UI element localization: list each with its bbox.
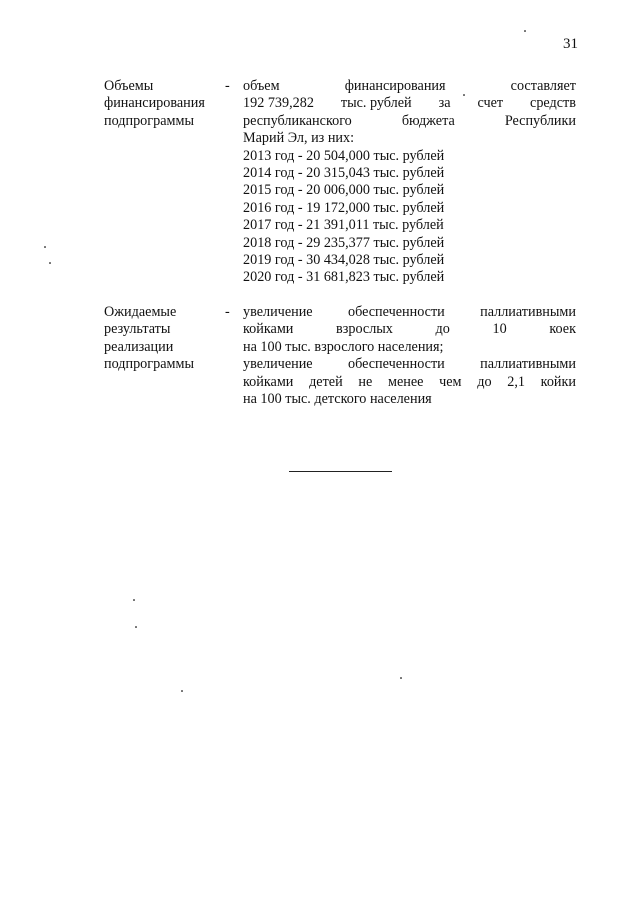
financing-label bbox=[104, 78, 224, 130]
word: паллиативными bbox=[480, 304, 576, 320]
scan-speck bbox=[49, 262, 51, 264]
word: взрослых bbox=[336, 321, 393, 338]
word: 192 739,282 bbox=[243, 95, 314, 112]
word: до bbox=[435, 321, 450, 338]
word: за bbox=[438, 95, 451, 112]
word: финансирования bbox=[344, 78, 446, 94]
year-line: 2018 год - 29 235,377 тыс. рублей bbox=[243, 234, 445, 251]
word: 2,1 bbox=[507, 373, 525, 390]
text-line: на 100 тыс. взрослого населения; bbox=[243, 338, 444, 355]
label-line: подпрограммы bbox=[104, 356, 194, 373]
word: счет bbox=[477, 95, 504, 112]
word: бюджета bbox=[401, 112, 455, 129]
word: менее bbox=[387, 373, 424, 390]
word: 10 bbox=[492, 321, 507, 338]
word: чем bbox=[439, 373, 462, 390]
scan-speck bbox=[44, 246, 46, 248]
scan-speck bbox=[133, 599, 135, 601]
page-number: 31 bbox=[563, 36, 578, 52]
label-line: реализации bbox=[104, 338, 174, 355]
word: средств bbox=[530, 95, 576, 112]
end-separator-line bbox=[289, 471, 392, 472]
year-line: 2013 год - 20 504,000 тыс. рублей bbox=[243, 147, 445, 164]
text-line: Марий Эл, из них: bbox=[243, 130, 355, 147]
word: увеличение bbox=[243, 356, 313, 373]
dash-separator: - bbox=[225, 78, 230, 94]
label-line: Ожидаемые bbox=[104, 304, 177, 320]
word: койками bbox=[243, 321, 294, 338]
text-line bbox=[243, 304, 576, 321]
year-line: 2014 год - 20 315,043 тыс. рублей bbox=[243, 165, 445, 182]
dash-separator: - bbox=[225, 304, 230, 320]
text-line: на 100 тыс. детского населения bbox=[243, 391, 432, 408]
label-line: результаты bbox=[104, 321, 171, 338]
word: увеличение bbox=[243, 304, 313, 320]
word: коек bbox=[549, 321, 576, 338]
text-line bbox=[243, 95, 576, 112]
year-line: 2017 год - 21 391,011 тыс. рублей bbox=[243, 217, 444, 234]
scan-speck bbox=[524, 30, 526, 32]
scan-speck bbox=[135, 626, 137, 628]
text-line bbox=[243, 321, 576, 338]
word: обеспеченности bbox=[347, 304, 445, 320]
label-line: финансирования bbox=[104, 95, 205, 112]
word: паллиативными bbox=[480, 356, 576, 373]
scan-speck bbox=[400, 677, 402, 679]
year-line: 2019 год - 30 434,028 тыс. рублей bbox=[243, 252, 445, 269]
word: обеспеченности bbox=[347, 356, 445, 373]
label-line: Объемы bbox=[104, 78, 154, 94]
year-line: 2016 год - 19 172,000 тыс. рублей bbox=[243, 199, 445, 216]
word: Республики bbox=[504, 112, 576, 129]
word: не bbox=[358, 373, 373, 390]
scan-speck bbox=[181, 690, 183, 692]
word: составляет bbox=[510, 78, 576, 94]
results-label bbox=[104, 304, 224, 374]
text-line bbox=[243, 113, 576, 130]
word: до bbox=[477, 373, 492, 390]
word: койки bbox=[540, 373, 576, 390]
financing-content bbox=[243, 78, 576, 287]
text-line bbox=[243, 78, 576, 95]
word: койками bbox=[243, 373, 294, 390]
year-line: 2020 год - 31 681,823 тыс. рублей bbox=[243, 269, 445, 286]
label-line: подпрограммы bbox=[104, 112, 194, 129]
scan-speck bbox=[463, 94, 465, 96]
results-content bbox=[243, 304, 576, 408]
word: детей bbox=[309, 373, 343, 390]
word: тыс. рублей bbox=[340, 95, 412, 112]
text-line bbox=[243, 356, 576, 373]
text-line bbox=[243, 374, 576, 391]
word: объем bbox=[243, 78, 280, 94]
word: республиканского bbox=[243, 112, 352, 129]
year-line: 2015 год - 20 006,000 тыс. рублей bbox=[243, 182, 445, 199]
